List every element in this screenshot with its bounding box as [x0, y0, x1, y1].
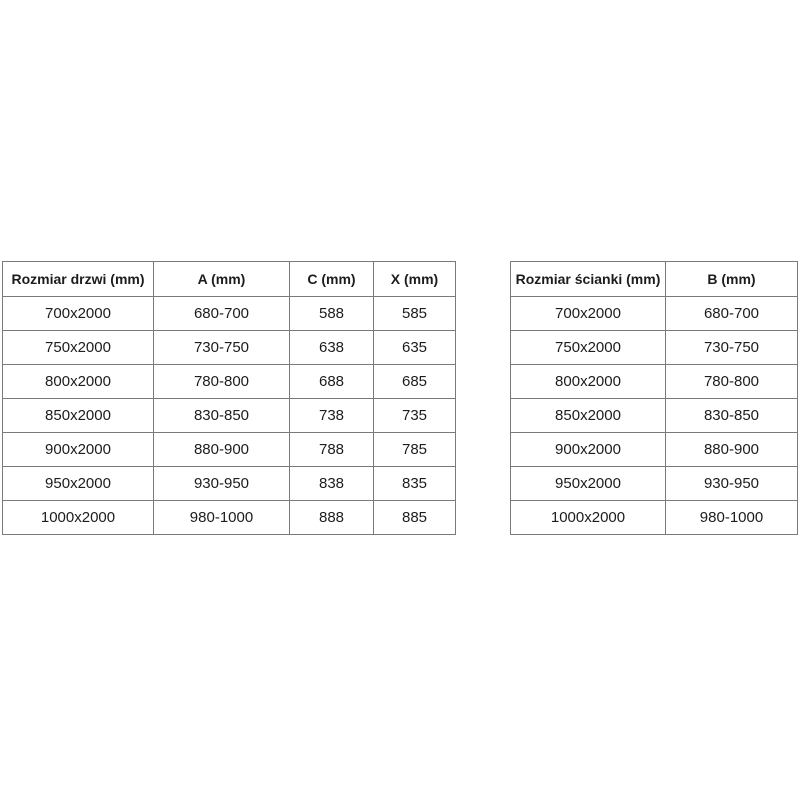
door-size-cell: 700x2000 — [3, 297, 154, 331]
wall-size-cell: 1000x2000 — [511, 501, 666, 535]
table-row — [3, 399, 456, 433]
b-value-cell: 830-850 — [666, 399, 798, 433]
wall-size-cell: 850x2000 — [511, 399, 666, 433]
table-header-row — [511, 262, 798, 297]
table-row — [511, 467, 798, 501]
door-size-cell: 800x2000 — [3, 365, 154, 399]
table-row — [511, 399, 798, 433]
x-value-cell: 785 — [374, 433, 456, 467]
door-size-cell: 950x2000 — [3, 467, 154, 501]
table-row — [511, 433, 798, 467]
a-value-cell: 930-950 — [154, 467, 290, 501]
door-size-cell: 1000x2000 — [3, 501, 154, 535]
table-row — [3, 297, 456, 331]
x-value-cell: 685 — [374, 365, 456, 399]
a-value-cell: 830-850 — [154, 399, 290, 433]
wall-size-table — [510, 261, 798, 535]
column-header-a: A (mm) — [154, 262, 290, 297]
door-size-cell: 900x2000 — [3, 433, 154, 467]
table-row — [3, 331, 456, 365]
wall-size-cell: 900x2000 — [511, 433, 666, 467]
table-row — [511, 297, 798, 331]
column-header-wall-size: Rozmiar ścianki (mm) — [511, 262, 666, 297]
column-header-door-size: Rozmiar drzwi (mm) — [3, 262, 154, 297]
c-value-cell: 638 — [290, 331, 374, 365]
door-size-table — [2, 261, 456, 535]
x-value-cell: 835 — [374, 467, 456, 501]
b-value-cell: 680-700 — [666, 297, 798, 331]
c-value-cell: 688 — [290, 365, 374, 399]
x-value-cell: 635 — [374, 331, 456, 365]
a-value-cell: 730-750 — [154, 331, 290, 365]
column-header-b: B (mm) — [666, 262, 798, 297]
wall-size-cell: 950x2000 — [511, 467, 666, 501]
c-value-cell: 888 — [290, 501, 374, 535]
a-value-cell: 980-1000 — [154, 501, 290, 535]
b-value-cell: 780-800 — [666, 365, 798, 399]
table-row — [3, 433, 456, 467]
a-value-cell: 780-800 — [154, 365, 290, 399]
c-value-cell: 838 — [290, 467, 374, 501]
column-header-c: C (mm) — [290, 262, 374, 297]
table-row — [511, 331, 798, 365]
table-row — [511, 365, 798, 399]
table-row — [3, 365, 456, 399]
table-header-row — [3, 262, 456, 297]
wall-size-cell: 750x2000 — [511, 331, 666, 365]
c-value-cell: 588 — [290, 297, 374, 331]
b-value-cell: 930-950 — [666, 467, 798, 501]
door-size-cell: 750x2000 — [3, 331, 154, 365]
x-value-cell: 585 — [374, 297, 456, 331]
b-value-cell: 880-900 — [666, 433, 798, 467]
wall-size-cell: 800x2000 — [511, 365, 666, 399]
b-value-cell: 980-1000 — [666, 501, 798, 535]
door-size-cell: 850x2000 — [3, 399, 154, 433]
b-value-cell: 730-750 — [666, 331, 798, 365]
wall-size-cell: 700x2000 — [511, 297, 666, 331]
c-value-cell: 788 — [290, 433, 374, 467]
table-row — [3, 501, 456, 535]
a-value-cell: 880-900 — [154, 433, 290, 467]
table-row — [511, 501, 798, 535]
a-value-cell: 680-700 — [154, 297, 290, 331]
table-row — [3, 467, 456, 501]
c-value-cell: 738 — [290, 399, 374, 433]
column-header-x: X (mm) — [374, 262, 456, 297]
x-value-cell: 885 — [374, 501, 456, 535]
x-value-cell: 735 — [374, 399, 456, 433]
